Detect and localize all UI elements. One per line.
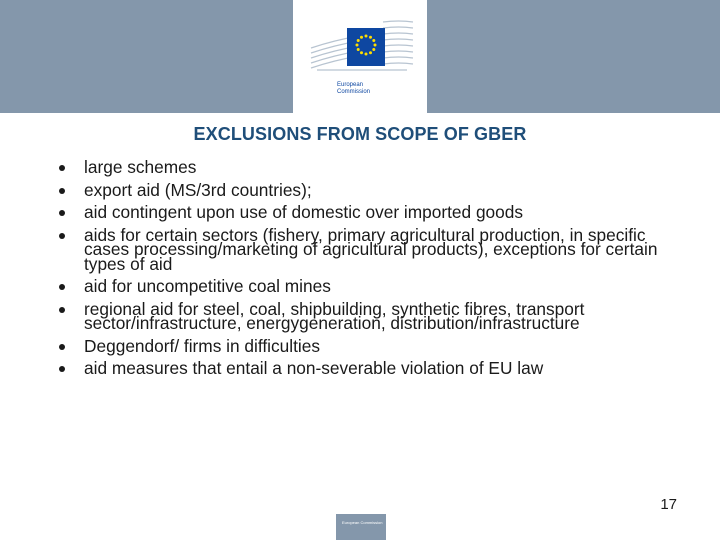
slide-title: EXCLUSIONS FROM SCOPE OF GBER [193, 124, 527, 144]
footer-logo [336, 514, 386, 540]
list-item [84, 179, 664, 200]
list-item [84, 224, 664, 274]
list-item-text: export aid (MS/3rd countries); [84, 179, 312, 200]
list-item-text: aid contingent upon use of domestic over imported goods [84, 202, 524, 222]
bullet-icon [59, 188, 65, 194]
list-item [84, 298, 664, 333]
footer-logo-text: European Commission [342, 520, 383, 525]
bullet-icon [59, 344, 65, 350]
bullet-icon [59, 284, 65, 290]
list-item-text: Deggendorf/ firms in difficulties [84, 335, 320, 356]
list-item-text: aids for certain sectors (fishery, primary agricultural production, in specific cases processing/marketing of agricultural products), exceptions for certain types of aid [84, 224, 658, 274]
bullet-icon [59, 233, 65, 239]
bullet-list [84, 157, 664, 378]
list-item [84, 202, 664, 222]
ec-logo-line2: Commission [337, 89, 371, 95]
list-item [84, 358, 664, 378]
bullet-icon [59, 165, 65, 171]
ec-logo-text [337, 82, 407, 96]
ec-logo-line1: European [337, 82, 364, 88]
list-item-text: aid measures that entail a non-severable violation of EU law [84, 358, 544, 378]
bullet-icon [59, 210, 65, 216]
ec-logo [293, 0, 427, 113]
bullet-icon [59, 366, 65, 372]
list-item [84, 335, 664, 356]
bullet-icon [59, 307, 65, 313]
list-item [84, 276, 664, 296]
ec-building-logo-icon [307, 12, 417, 74]
list-item-text: aid for uncompetitive coal mines [84, 276, 331, 296]
list-item-text: regional aid for steel, coal, shipbuilding, synthetic fibres, transport sector/infrastructure, energygeneration, distribution/infrastructure [84, 298, 585, 333]
page-number: 17 [660, 496, 677, 513]
list-item-text: large schemes [84, 157, 197, 177]
list-item [84, 157, 664, 177]
